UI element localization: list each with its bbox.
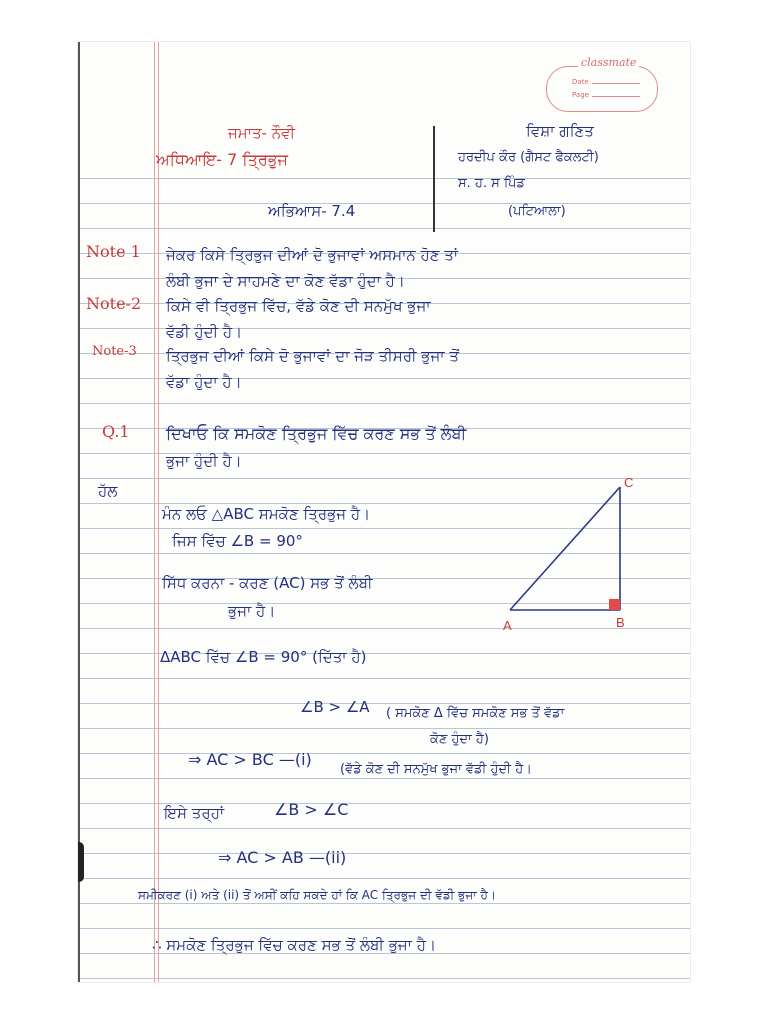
solution-label: ਹੱਲ	[98, 482, 118, 500]
chapter-heading: ਅਧਿਆਇ- 7 ਤ੍ਰਿਭੁਜ	[156, 150, 288, 169]
given-line-1: ਮੰਨ ਲਓ △ABC ਸਮਕੋਣ ਤ੍ਰਿਭੁਜ ਹੈ।	[162, 505, 371, 523]
side-ac	[510, 487, 620, 610]
step-2-reason-2: ਕੋਣ ਹੁੰਦਾ ਹੈ)	[430, 732, 489, 747]
note-3-tag: Note-3	[92, 344, 137, 359]
date-field	[572, 78, 640, 86]
date-label: Date	[572, 78, 589, 86]
brand-badge	[546, 66, 658, 112]
step-5: ⇒ AC > AB —(ii)	[218, 848, 347, 867]
prove-line-1: ਸਿੱਧ ਕਰਨਾ - ਕਰਣ (AC) ਸਭ ਤੋਂ ਲੰਬੀ	[162, 574, 373, 592]
subject-line: ਵਿਸ਼ਾ ਗਣਿਤ	[526, 122, 594, 140]
note-1-line-1: ਜੇਕਰ ਕਿਸੇ ਤ੍ਰਿਭੁਜ ਦੀਆਂ ਦੋ ਭੁਜਾਵਾਂ ਅਸਮਾਨ ਹੋਣ ਤਾਂ	[166, 246, 459, 264]
page-left-edge	[78, 42, 80, 982]
vertex-label-b: B	[616, 615, 625, 630]
note-3-line-1: ਤ੍ਰਿਭੁਜ ਦੀਆਂ ਕਿਸੇ ਦੋ ਭੁਜਾਵਾਂ ਦਾ ਜੋੜ ਤੀਸਰੀ ਭੁਜਾ ਤੋਂ	[166, 347, 459, 365]
page-label: Page	[572, 91, 589, 99]
margin-line	[154, 42, 155, 982]
vertex-label-c: C	[624, 475, 634, 490]
district-line: (ਪਟਿਆਲਾ)	[508, 204, 566, 219]
brand-logo: classmate	[578, 56, 639, 69]
step-4-label: ਇਸੇ ਤਰ੍ਹਾਂ	[164, 804, 225, 822]
header-divider	[433, 126, 435, 232]
note-2-line-1: ਕਿਸੇ ਵੀ ਤ੍ਰਿਭੁਜ ਵਿੱਚ, ਵੱਡੇ ਕੋਣ ਦੀ ਸਨਮੁੱਖ ਭੁਜਾ	[166, 297, 431, 315]
step-3: ⇒ AC > BC —(i)	[188, 750, 312, 769]
question-label: Q.1	[102, 422, 130, 441]
exercise-heading: ਅਭਿਆਸ- 7.4	[268, 202, 356, 220]
note-1-line-2: ਲੰਬੀ ਭੁਜਾ ਦੇ ਸਾਹਮਣੇ ਦਾ ਕੋਣ ਵੱਡਾ ਹੁੰਦਾ ਹੈ।	[166, 272, 405, 290]
teacher-line: ਹਰਦੀਪ ਕੌਰ (ਗੈਸਟ ਫੈਕਲਟੀ)	[458, 150, 599, 165]
note-3-line-2: ਵੱਡਾ ਹੁੰਦਾ ਹੈ।	[166, 373, 242, 391]
step-3-reason: (ਵੱਡੇ ਕੋਣ ਦੀ ਸਨਮੁੱਖ ਭੁਜਾ ਵੱਡੀ ਹੁੰਦੀ ਹੈ।	[340, 762, 532, 777]
given-line-2: ਜਿਸ ਵਿੱਚ ∠B = 90°	[172, 532, 303, 550]
school-line: ਸ. ਹ. ਸ ਪਿੰਡ	[458, 176, 525, 191]
note-2-tag: Note-2	[86, 294, 142, 313]
page-field	[572, 91, 640, 99]
margin-line-second	[158, 42, 159, 982]
question-line-2: ਭੁਜਾ ਹੁੰਦੀ ਹੈ।	[166, 452, 242, 470]
question-line-1: ਦਿਖਾਓ ਕਿ ਸਮਕੋਣ ਤ੍ਰਿਭੁਜ ਵਿੱਚ ਕਰਣ ਸਭ ਤੋਂ ਲੰਬੀ	[166, 424, 467, 443]
right-triangle-figure	[428, 432, 648, 642]
right-angle-marker	[609, 599, 620, 610]
note-1-tag: Note 1	[86, 242, 141, 261]
conclusion: ਸਮੀਕਰਣ (i) ਅਤੇ (ii) ਤੋਂ ਅਸੀਂ ਕਹਿ ਸਕਦੇ ਹਾਂ ਕਿ AC ਤ੍ਰਿਭੁਜ ਦੀ ਵੱਡੀ ਭੁਜਾ ਹੈ।	[138, 888, 496, 902]
final-statement: ∴ ਸਮਕੋਣ ਤ੍ਰਿਭੁਜ ਵਿੱਚ ਕਰਣ ਸਭ ਤੋਂ ਲੰਬੀ ਭੁਜਾ ਹੈ।	[152, 936, 437, 954]
vertex-label-a: A	[503, 618, 512, 633]
binding-mark	[78, 842, 84, 882]
step-2: ∠B > ∠A	[300, 698, 370, 716]
step-2-reason-1: ( ਸਮਕੋਣ Δ ਵਿੱਚ ਸਮਕੋਣ ਸਭ ਤੋਂ ਵੱਡਾ	[386, 706, 565, 721]
note-2-line-2: ਵੱਡੀ ਹੁੰਦੀ ਹੈ।	[166, 323, 243, 341]
prove-line-2: ਭੁਜਾ ਹੈ।	[228, 602, 276, 620]
step-1: ΔABC ਵਿੱਚ ∠B = 90° (ਦਿੱਤਾ ਹੈ)	[160, 648, 367, 666]
step-4: ∠B > ∠C	[274, 800, 349, 819]
class-heading: ਜਮਾਤ- ਨੌਵੀ	[228, 124, 296, 142]
